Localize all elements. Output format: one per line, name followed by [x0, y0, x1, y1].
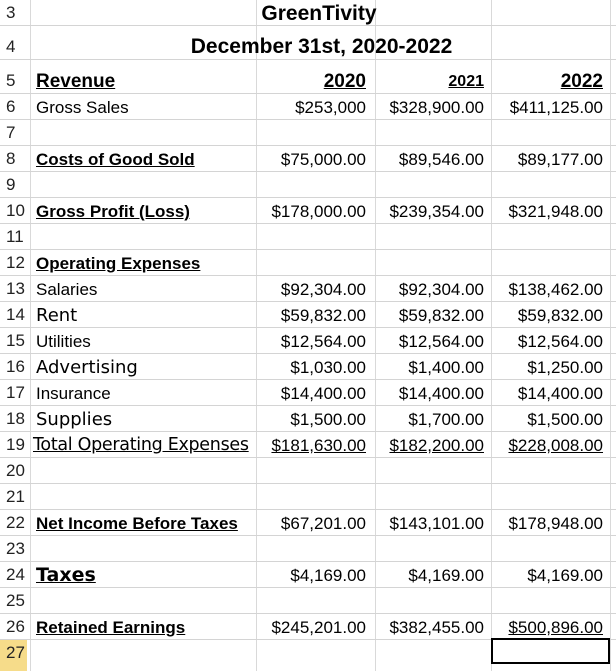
total-operating-expenses-label[interactable]: Total Operating Expenses	[33, 435, 249, 455]
total-operating-expenses-2020[interactable]: $181,630.00	[271, 436, 366, 455]
rent-label[interactable]: Rent	[36, 305, 78, 326]
total-operating-expenses-2022[interactable]: $228,008.00	[508, 436, 603, 455]
company-title[interactable]: GreenTivity	[261, 2, 377, 25]
salaries-2021[interactable]: $92,304.00	[398, 280, 484, 299]
row-header[interactable]: 26	[0, 614, 27, 639]
insurance-2020[interactable]: $14,400.00	[280, 384, 366, 403]
insurance-2022[interactable]: $14,400.00	[517, 384, 603, 403]
sheet-row	[0, 224, 616, 250]
row-header[interactable]: 18	[0, 406, 27, 431]
supplies-2021[interactable]: $1,700.00	[408, 410, 484, 429]
sheet-row	[0, 26, 616, 60]
supplies-2020[interactable]: $1,500.00	[290, 410, 366, 429]
advertising-label[interactable]: Advertising	[36, 357, 138, 378]
rent-2021[interactable]: $59,832.00	[398, 306, 484, 325]
utilities-2021[interactable]: $12,564.00	[398, 332, 484, 351]
total-operating-expenses-2021[interactable]: $182,200.00	[389, 436, 484, 455]
cogs-label[interactable]: Costs of Good Sold	[36, 150, 195, 169]
salaries-label[interactable]: Salaries	[36, 280, 98, 299]
sheet-row	[0, 406, 616, 432]
row-header[interactable]: 23	[0, 536, 27, 561]
supplies-2022[interactable]: $1,500.00	[527, 410, 603, 429]
net-income-2022[interactable]: $178,948.00	[508, 514, 603, 533]
row-header[interactable]: 21	[0, 484, 27, 509]
gross-sales-2022[interactable]: $411,125.00	[509, 98, 603, 117]
rent-2022[interactable]: $59,832.00	[517, 306, 603, 325]
taxes-label[interactable]: Taxes	[36, 564, 96, 586]
sheet-row	[0, 380, 616, 406]
supplies-label[interactable]: Supplies	[36, 409, 113, 430]
cogs-2021[interactable]: $89,546.00	[398, 150, 484, 169]
year-2021-header[interactable]: 2021	[448, 73, 484, 90]
gross-sales-label[interactable]: Gross Sales	[36, 98, 129, 117]
selected-cell[interactable]	[491, 638, 610, 664]
advertising-2021[interactable]: $1,400.00	[408, 358, 484, 377]
row-header[interactable]: 3	[0, 0, 27, 25]
insurance-2021[interactable]: $14,400.00	[398, 384, 484, 403]
taxes-2020[interactable]: $4,169.00	[290, 566, 366, 585]
taxes-2021[interactable]: $4,169.00	[408, 566, 484, 585]
sheet-row	[0, 172, 616, 198]
retained-earnings-2021[interactable]: $382,455.00	[389, 618, 484, 637]
year-2022-header[interactable]: 2022	[560, 71, 603, 92]
row-header[interactable]: 8	[0, 146, 27, 171]
sheet-row	[0, 0, 616, 26]
sheet-row	[0, 328, 616, 354]
sheet-row	[0, 198, 616, 224]
row-header[interactable]: 16	[0, 354, 27, 379]
net-income-2021[interactable]: $143,101.00	[389, 514, 484, 533]
row-header[interactable]: 9	[0, 172, 27, 197]
row-header[interactable]: 17	[0, 380, 27, 405]
sheet-row	[0, 68, 616, 94]
row-header[interactable]: 25	[0, 588, 27, 613]
rent-2020[interactable]: $59,832.00	[280, 306, 366, 325]
row-header[interactable]: 20	[0, 458, 27, 483]
sheet-row	[0, 458, 616, 484]
row-header[interactable]: 10	[0, 198, 27, 223]
taxes-2022[interactable]: $4,169.00	[527, 566, 603, 585]
sheet-row	[0, 510, 616, 536]
gross-profit-2021[interactable]: $239,354.00	[389, 202, 484, 221]
row-header[interactable]: 5	[0, 68, 27, 93]
gross-profit-2022[interactable]: $321,948.00	[508, 202, 603, 221]
gross-sales-2021[interactable]: $328,900.00	[389, 98, 484, 117]
retained-earnings-2020[interactable]: $245,201.00	[271, 618, 366, 637]
sheet-row	[0, 276, 616, 302]
sheet-row	[0, 120, 616, 146]
advertising-2022[interactable]: $1,250.00	[527, 358, 603, 377]
sheet-row	[0, 146, 616, 172]
advertising-2020[interactable]: $1,030.00	[290, 358, 366, 377]
utilities-label[interactable]: Utilities	[36, 332, 91, 351]
salaries-2020[interactable]: $92,304.00	[280, 280, 366, 299]
sheet-row	[0, 250, 616, 276]
net-income-2020[interactable]: $67,201.00	[280, 514, 366, 533]
row-header[interactable]: 15	[0, 328, 27, 353]
sheet-row	[0, 484, 616, 510]
gross-sales-2020[interactable]: $253,000	[295, 98, 366, 117]
salaries-2022[interactable]: $138,462.00	[508, 280, 603, 299]
sheet-row	[0, 562, 616, 588]
row-header[interactable]: 12	[0, 250, 27, 275]
sheet-row	[0, 614, 616, 640]
revenue-header[interactable]: Revenue	[36, 71, 116, 92]
row-header[interactable]: 14	[0, 302, 27, 327]
sheet-row	[0, 588, 616, 614]
row-header[interactable]: 19	[0, 432, 27, 457]
year-2020-header[interactable]: 2020	[323, 71, 366, 92]
sheet-row	[0, 354, 616, 380]
sheet-row	[0, 432, 616, 458]
sheet-row	[0, 536, 616, 562]
sheet-row	[0, 94, 616, 120]
utilities-2022[interactable]: $12,564.00	[517, 332, 603, 351]
row-header-selected[interactable]: 27	[0, 640, 27, 671]
insurance-label[interactable]: Insurance	[36, 384, 111, 403]
retained-earnings-2022[interactable]: $500,896.00	[508, 618, 603, 637]
row-header[interactable]: 11	[0, 224, 27, 249]
row-header[interactable]: 7	[0, 120, 27, 145]
row-header[interactable]: 13	[0, 276, 27, 301]
cogs-2022[interactable]: $89,177.00	[517, 150, 603, 169]
utilities-2020[interactable]: $12,564.00	[280, 332, 366, 351]
net-income-label[interactable]: Net Income Before Taxes	[36, 514, 238, 533]
row-header[interactable]: 6	[0, 94, 27, 119]
period-title[interactable]: December 31st, 2020-2022	[190, 35, 453, 58]
operating-expenses-header[interactable]: Operating Expenses	[36, 254, 201, 273]
row-header[interactable]: 24	[0, 562, 27, 587]
retained-earnings-label[interactable]: Retained Earnings	[36, 618, 186, 637]
row-header[interactable]: 22	[0, 510, 27, 535]
gross-profit-label[interactable]: Gross Profit (Loss)	[36, 202, 190, 221]
sheet-row	[0, 302, 616, 328]
cogs-2020[interactable]: $75,000.00	[280, 150, 366, 169]
row-header[interactable]: 4	[0, 26, 27, 59]
gross-profit-2020[interactable]: $178,000.00	[271, 202, 366, 221]
